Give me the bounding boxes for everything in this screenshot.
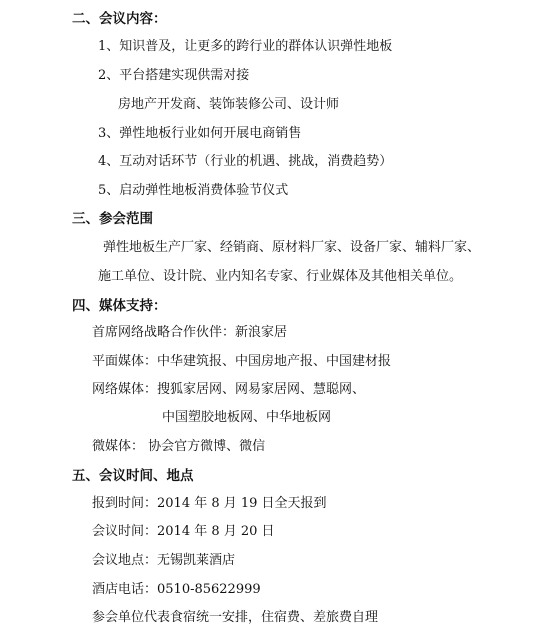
info-line-phone: 酒店电话：0510-85622999 — [92, 582, 261, 597]
media-line: 平面媒体：中华建筑报、中国房地产报、中国建材报 — [92, 354, 392, 369]
media-line: 网络媒体：搜狐家居网、网易家居网、慧聪网、 — [92, 382, 366, 397]
section-heading-scope: 三、参会范围 — [72, 211, 153, 227]
list-item: 4、互动对话环节（行业的机遇、挑战，消费趋势） — [98, 154, 393, 169]
paragraph-line: 施工单位、设计院、业内知名专家、行业媒体及其他相关单位。 — [98, 269, 463, 284]
media-line: 微媒体： 协会官方微博、微信 — [92, 439, 266, 454]
section-heading-media: 四、媒体支持： — [72, 298, 167, 314]
info-line-meeting-time: 会议时间：2014 年 8 月 20 日 — [92, 524, 275, 539]
media-line: 首席网络战略合作伙伴：新浪家居 — [92, 325, 288, 340]
list-item: 2、平台搭建实现供需对接 — [98, 68, 250, 83]
list-item: 1、知识普及，让更多的跨行业的群体认识弹性地板 — [98, 39, 393, 54]
section-heading-time-location: 五、会议时间、地点 — [72, 468, 194, 484]
media-line-continued: 中国塑胶地板网、中华地板网 — [162, 410, 332, 425]
paragraph-line: 弹性地板生产厂家、经销商、原材料厂家、设备厂家、辅料厂家、 — [103, 240, 481, 255]
info-line-accommodation: 参会单位代表食宿统一安排，住宿费、差旅费自理 — [92, 610, 379, 625]
list-item: 3、弹性地板行业如何开展电商销售 — [98, 126, 302, 141]
info-line-checkin: 报到时间：2014 年 8 月 19 日全天报到 — [92, 496, 327, 511]
section-heading-meeting-content: 二、会议内容： — [72, 11, 167, 27]
list-item: 5、启动弹性地板消费体验节仪式 — [98, 183, 289, 198]
list-item-sub: 房地产开发商、装饰装修公司、设计师 — [118, 97, 340, 112]
info-line-venue: 会议地点：无锡凯莱酒店 — [92, 553, 236, 568]
